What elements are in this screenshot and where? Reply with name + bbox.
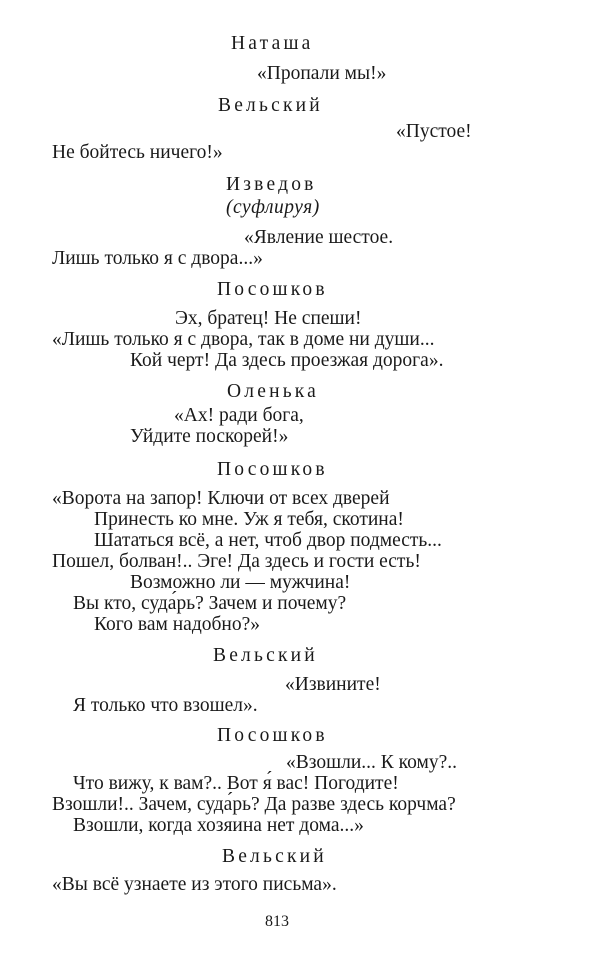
- line-radi-boga: «Ах! ради бога,: [174, 405, 304, 426]
- line-vzoshel: Я только что взошел».: [73, 695, 258, 716]
- speaker-velsky: Вельский: [213, 645, 318, 666]
- line-vzoshli-k-komu: «Взошли... К кому?..: [286, 752, 458, 773]
- line-chto-vizhu: Что вижу, к вам?.. Вот я́ вас! Погодите!: [73, 773, 399, 794]
- speaker-velsky: Вельский: [218, 95, 323, 116]
- line-v-dome: «Лишь только я с двора, так в доме ни души...: [52, 329, 435, 350]
- line-eh-bratets: Эх, братец! Не спеши!: [175, 308, 362, 329]
- speaker-pososhkov: Посошков: [217, 459, 328, 480]
- speaker-pososhkov: Посошков: [217, 279, 328, 300]
- stage-direction: (суфлируя): [226, 197, 320, 218]
- page-number: 813: [265, 913, 289, 930]
- line-vozmozhno: Возможно ли — мужчина!: [130, 572, 351, 593]
- speaker-velsky: Вельский: [222, 846, 327, 867]
- line-korchma: Взошли!.. Зачем, суда́рь? Да разве здесь корчма?: [52, 794, 456, 815]
- line-pustoe: «Пустое!: [396, 121, 472, 142]
- line-khozyaina: Взошли, когда хозяина нет дома...»: [73, 815, 364, 836]
- line-pismo: «Вы всё узнаете из этого письма».: [52, 874, 337, 895]
- line-koy-chert: Кой черт! Да здесь проезжая дорога».: [130, 350, 444, 371]
- line-shatatsya: Шататься всё, а нет, чтоб двор подместь...: [94, 530, 442, 551]
- line-uydite: Уйдите поскорей!»: [130, 426, 289, 447]
- line-izvinite: «Извините!: [285, 674, 381, 695]
- line-lish-tolko: Лишь только я с двора...»: [52, 248, 263, 269]
- line-vorota: «Ворота на запор! Ключи от всех дверей: [52, 488, 390, 509]
- line-vy-kto: Вы кто, суда́рь? Зачем и почему?: [73, 593, 347, 614]
- speaker-olenka: Оленька: [227, 381, 320, 402]
- line-prinest: Принесть ко мне. Уж я тебя, скотина!: [94, 509, 404, 530]
- line-poshel: Пошел, болван!.. Эге! Да здесь и гости есть!: [52, 551, 421, 572]
- speaker-izvedov: Изведов: [226, 174, 317, 195]
- line-yavlenie: «Явление шестое.: [244, 227, 394, 248]
- speaker-pososhkov: Посошков: [217, 725, 328, 746]
- line-propali: «Пропали мы!»: [257, 63, 387, 84]
- line-ne-boytes: Не бойтесь ничего!»: [52, 142, 223, 163]
- line-kogo-vam: Кого вам надобно?»: [94, 614, 261, 635]
- speaker-natasha: Наташа: [231, 33, 314, 54]
